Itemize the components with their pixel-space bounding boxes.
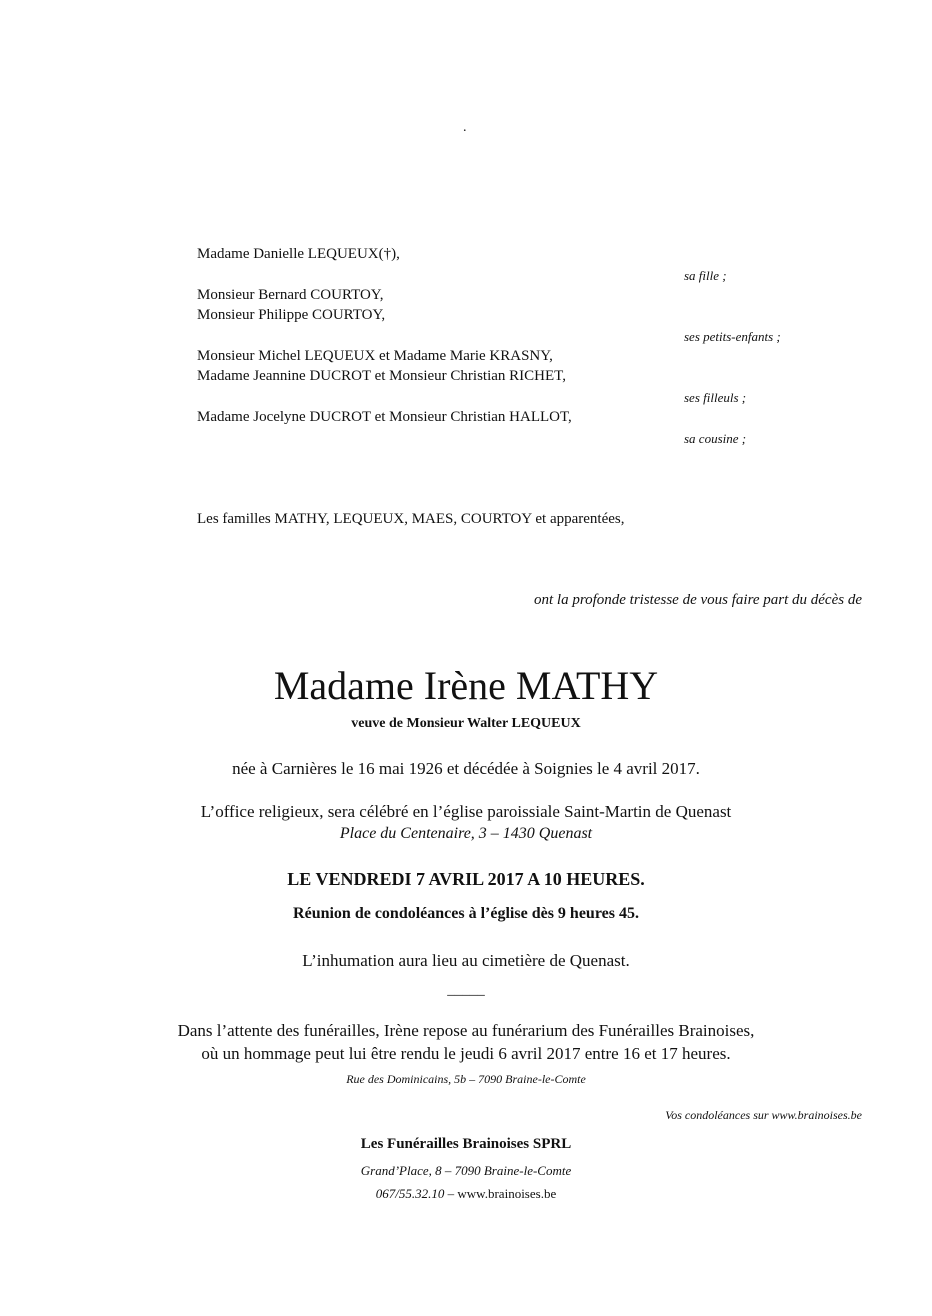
undertaker-address: Grand’Place, 8 – 7090 Braine-le-Comte: [360, 1163, 572, 1178]
family-role: sa fille ;: [684, 268, 727, 283]
office-line: L’office religieux, sera célébré en l’église paroissiale Saint-Martin de Quenast: [200, 802, 732, 821]
family-member: Monsieur Bernard COURTOY,: [197, 287, 384, 303]
header-dot: .: [463, 120, 467, 135]
birth-death: née à Carnières le 16 mai 1926 et décédée à Soignies le 4 avril 2017.: [232, 759, 700, 778]
family-role: ses filleuls ;: [684, 390, 747, 405]
family-member: Madame Danielle LEQUEUX(†),: [197, 246, 400, 262]
funerarium-address: Rue des Dominicains, 5b – 7090 Braine-le-Comte: [346, 1072, 586, 1086]
families-line: Les familles MATHY, LEQUEUX, MAES, COURTOY et apparentées,: [197, 511, 625, 527]
announcement: ont la profonde tristesse de vous faire part du décès de: [533, 592, 862, 608]
burial-line: L’inhumation aura lieu au cimetière de Quenast.: [302, 951, 630, 970]
condolences-meeting: Réunion de condoléances à l’église dès 9 heures 45.: [293, 905, 639, 922]
ceremony-datetime: LE VENDREDI 7 AVRIL 2017 A 10 HEURES.: [287, 869, 645, 889]
funerarium-line-1: Dans l’attente des funérailles, Irène repose au funérarium des Funérailles Brainoises,: [177, 1021, 755, 1040]
family-member: Madame Jeannine DUCROT et Monsieur Christian RICHET,: [197, 368, 566, 384]
family-role: sa cousine ;: [684, 431, 747, 446]
family-member: Monsieur Philippe COURTOY,: [197, 307, 386, 323]
family-member: Monsieur Michel LEQUEUX et Madame Marie KRASNY,: [197, 348, 553, 364]
widow-of: veuve de Monsieur Walter LEQUEUX: [351, 716, 581, 731]
church-address: Place du Centenaire, 3 – 1430 Quenast: [339, 825, 593, 842]
undertaker-phone: 067/55.32.10: [375, 1186, 445, 1201]
deceased-name: Madame Irène MATHY: [273, 663, 659, 708]
funerarium-line-2: où un hommage peut lui être rendu le jeudi 6 avril 2017 entre 16 et 17 heures.: [201, 1044, 731, 1063]
undertaker-contact: [0, 1186, 932, 1202]
undertaker-name: Les Funérailles Brainoises SPRL: [360, 1136, 572, 1152]
online-condolences: Vos condoléances sur www.brainoises.be: [665, 1108, 862, 1122]
contact-separator: –: [444, 1186, 458, 1201]
family-role: ses petits-enfants ;: [684, 329, 781, 344]
separator-line: _____: [447, 982, 485, 998]
family-member: Madame Jocelyne DUCROT et Monsieur Christian HALLOT,: [197, 409, 572, 425]
undertaker-website: www.brainoises.be: [457, 1186, 557, 1201]
